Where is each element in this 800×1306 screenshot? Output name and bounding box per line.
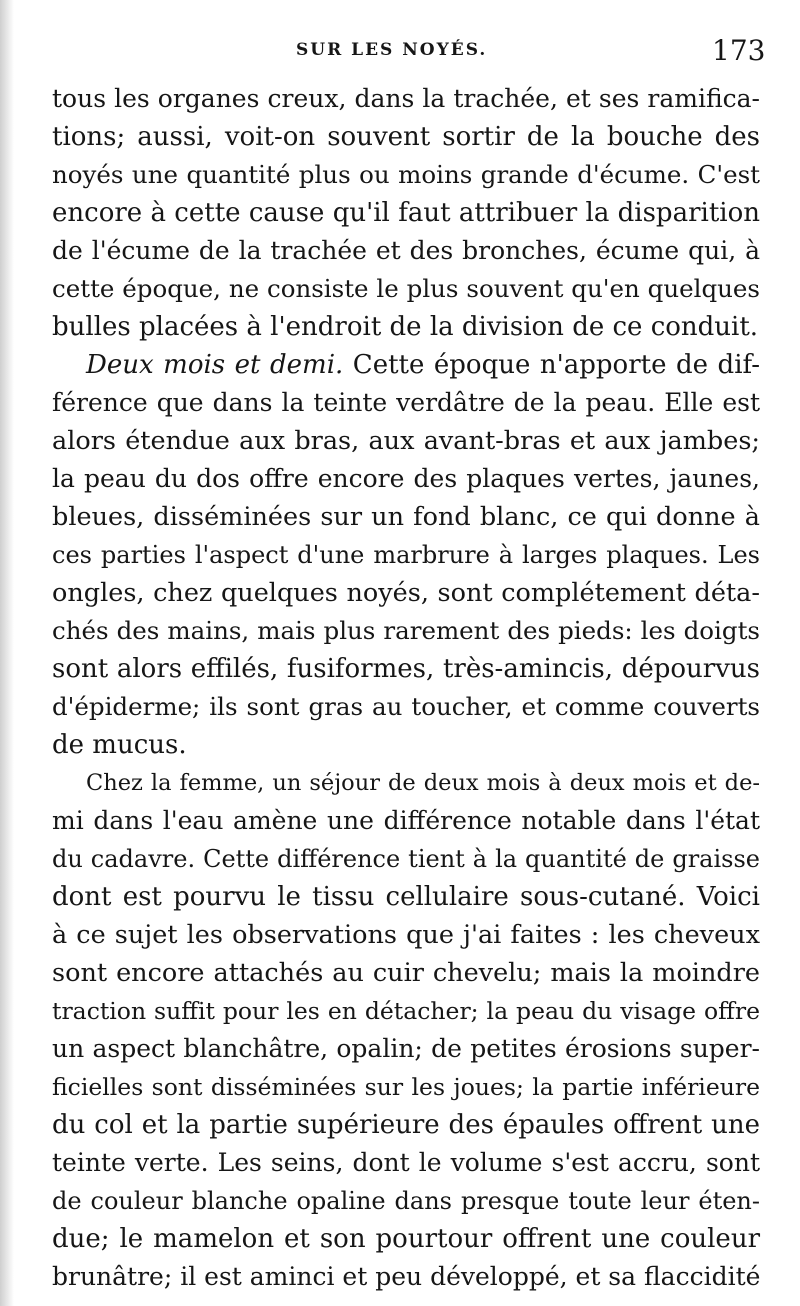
running-title: SUR LES NOYÉS. [296, 40, 488, 60]
text-line: la peau du dos offre encore des plaques vertes, jaunes, [52, 464, 760, 493]
text-line: un aspect blanchâtre, opalin; de petites érosions super- [52, 1034, 760, 1063]
text-line: de mucus. [52, 730, 187, 760]
text-line: brunâtre; il est aminci et peu développé, et sa flaccidité [52, 1262, 761, 1291]
text-line: sont encore attachés au cuir chevelu; mais la moindre [52, 958, 760, 988]
text-line: sont alors effilés, fusiformes, très-amincis, dépourvus [52, 654, 760, 684]
text-line: cette époque, ne consiste le plus souvent qu'en quelques [52, 274, 760, 303]
text-line: à ce sujet les observations que j'ai faites : les cheveux [52, 920, 760, 950]
text-line: d'épiderme; ils sont gras au toucher, et comme couverts [52, 692, 760, 721]
text-line: tions; aussi, voit-on souvent sortir de la bouche des [52, 122, 760, 152]
text-line: du cadavre. Cette différence tient à la quantité de graisse [52, 845, 760, 873]
text-line: teinte verte. Les seins, dont le volume s'est accru, sont [52, 1148, 760, 1177]
text-line: de couleur blanche opaline dans presque toute leur éten- [52, 1187, 760, 1215]
paragraph-2 [52, 346, 760, 764]
paragraph-3 [52, 764, 760, 1296]
text-line: ficielles sont disséminées sur les joues; la partie inférieure [52, 1073, 760, 1101]
text-line: due; le mamelon et son pourtour offrent une couleur [52, 1224, 760, 1254]
text-line: férence que dans la teinte verdâtre de la peau. Elle est [52, 388, 760, 417]
text-line: chés des mains, mais plus rarement des pieds: les doigts [52, 616, 760, 645]
text-line [52, 346, 760, 384]
text-line: mi dans l'eau amène une différence notable dans l'état [52, 806, 760, 835]
text-line: alors étendue aux bras, aux avant-bras et aux jambes; [52, 426, 760, 456]
section-heading-italic: Deux mois et demi. [86, 350, 344, 380]
text-line: ongles, chez quelques noyés, sont complétement déta- [52, 578, 760, 608]
paragraph-1 [52, 80, 760, 346]
page-number: 173 [712, 34, 766, 67]
text-line: encore à cette cause qu'il faut attribuer la disparition [52, 198, 760, 228]
text-line: bulles placées à l'endroit de la division de ce conduit. [52, 312, 759, 342]
text-line: dont est pourvu le tissu cellulaire sous-cutané. Voici [52, 882, 760, 912]
text-line: bleues, disséminées sur un fond blanc, ce qui donne à [52, 502, 760, 532]
text-line: tous les organes creux, dans la trachée, et ses ramifica- [52, 84, 760, 113]
page-edge-shadow [0, 0, 14, 1306]
text-line: de l'écume de la trachée et des bronches, écume qui, à [52, 236, 760, 265]
text-span: Cette époque n'apporte de dif- [343, 350, 760, 380]
page-header [0, 34, 800, 78]
text-line: ces parties l'aspect d'une marbrure à larges plaques. Les [52, 541, 760, 569]
text-line: du col et la partie supérieure des épaules offrent une [52, 1110, 760, 1140]
text-line: noyés une quantité plus ou moins grande d'écume. C'est [52, 160, 760, 189]
text-line: traction suffit pour les en détacher; la peau du visage offre [52, 997, 760, 1025]
body-text [52, 80, 760, 1296]
text-line: Chez la femme, un séjour de deux mois à deux mois et de- [86, 770, 760, 796]
